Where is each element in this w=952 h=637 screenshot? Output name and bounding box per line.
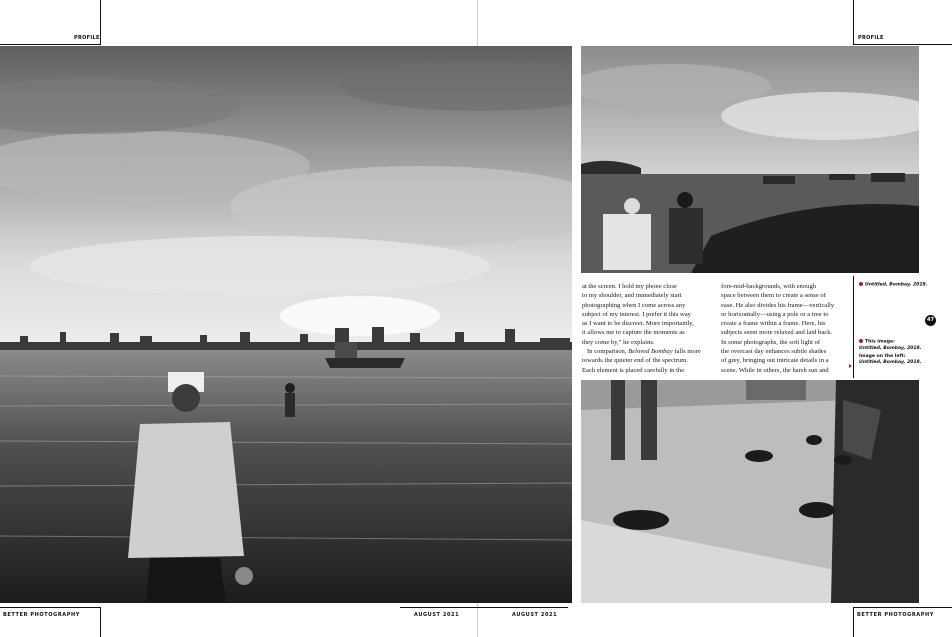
top-right-rule [853,44,952,45]
caption-this-image: This image: [859,339,929,346]
body-line: Each element is placed carefully in the [582,366,685,374]
top-right-vertical-rule [853,0,854,44]
body-line: at the screen. I hold my phone close [582,283,677,290]
body-paragraph-start [582,347,714,356]
body-line: as I want to be discreet. More importantly, [582,320,694,328]
series-title: Beloved Bombay [628,348,673,356]
top-left-rule [0,44,101,45]
page-number-badge: 47 [925,315,936,326]
caption-left-image-title: Untitled, Bombay, 2018. [859,359,922,365]
body-line: the overcast day enhances subtle shades [721,348,827,356]
caption-left-image-label: Image on the left: [859,353,906,359]
main-photo-seashore-man [0,46,572,603]
body-line: to my shoulder, and immediately start [582,292,682,300]
body-column-2 [721,282,853,375]
section-label-right: PROFILE [858,35,884,41]
body-line: create a frame within a frame. Here, his [721,320,826,328]
bottom-center-right-rule [478,607,568,608]
body-line: space between them to create a sense of [721,292,826,300]
footer-magazine-left: BETTER PHOTOGRAPHY [3,612,81,618]
bottom-center-left-rule [400,607,478,608]
body-line: it allows me to capture the moments as [582,329,685,337]
body-line: In some photographs, the soft light of [721,338,821,346]
body-text: falls more [672,348,701,356]
caption-top: Untitled, Bombay, 2018. [859,282,928,289]
caption-this-image-title: Untitled, Bombay, 2018. [859,345,922,351]
bottom-right-vertical-rule [853,607,854,637]
caption-divider [853,276,854,378]
caption-bullet-icon [859,339,863,343]
caption-images [859,339,929,366]
bottom-photo-crows-promenade [581,380,919,603]
body-line: of grey, bringing out intricate details in a [721,357,829,365]
body-text: In comparison, [586,348,629,356]
body-line: ease. He also divides his frame—vertically [721,301,835,309]
top-photo-men-sea-wall [581,46,919,273]
body-line: scene. While in others, the harsh sun and [721,366,829,374]
top-left-vertical-rule [100,0,101,44]
footer-date-left: AUGUST 2021 [414,612,460,618]
body-line: fore-mid-backgrounds, with enough [721,283,817,290]
body-line: subjects seem more relaxed and laid back. [721,329,833,337]
caption-arrow-icon [849,364,852,368]
body-line: towards the quieter end of the spectrum. [582,357,689,365]
body-line: subject of my interest. I prefer it this way [582,310,691,318]
body-column-1 [582,282,714,375]
bottom-left-vertical-rule [100,607,101,637]
section-label-left: PROFILE [74,35,100,41]
bottom-right-rule [853,607,952,608]
footer-date-right: AUGUST 2021 [512,612,558,618]
bottom-left-rule [0,607,101,608]
body-line: photographing when I come across any [582,301,686,309]
footer-magazine-right: BETTER PHOTOGRAPHY [857,612,935,618]
body-line: they come by," he explains. [582,338,655,346]
caption-bullet-icon [859,282,863,286]
body-line: or horizontally—using a pole or a tree to [721,310,829,318]
